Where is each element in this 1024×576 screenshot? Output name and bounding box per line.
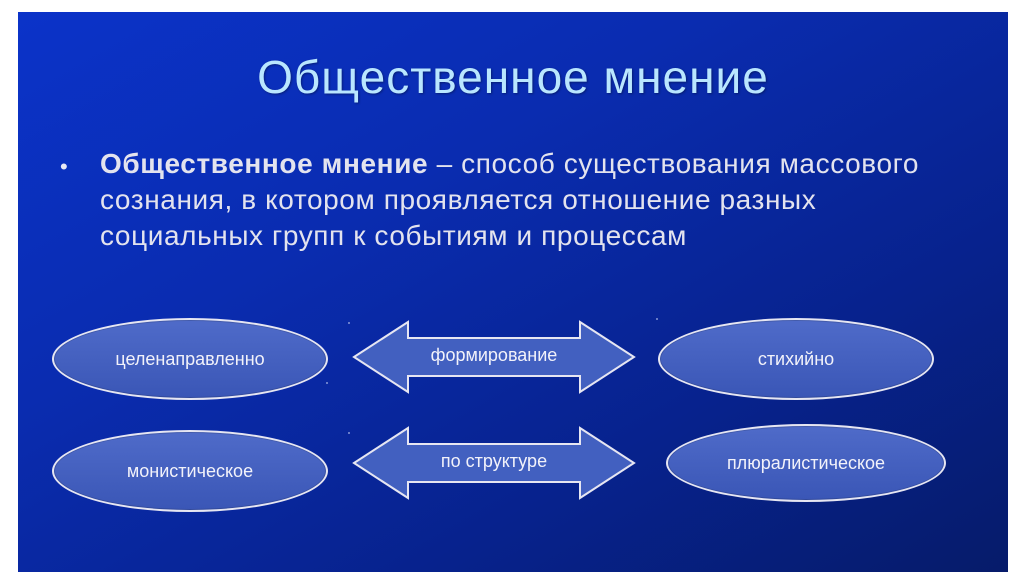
ellipse-pluralistic-label: плюралистическое — [726, 452, 886, 473]
ellipse-spontaneous — [658, 318, 934, 400]
speck — [348, 322, 350, 324]
speck — [656, 318, 658, 320]
definition-text — [100, 146, 940, 254]
slide-title: Общественное мнение — [257, 51, 769, 103]
slide — [18, 12, 1008, 572]
ellipse-monistic — [52, 430, 328, 512]
ellipse-monistic-label: монистическое — [126, 460, 254, 481]
ellipse-purposeful-label: целенаправленно — [115, 348, 265, 369]
arrow-structure-label: по структуре — [440, 451, 548, 471]
arrow-formation-label: формирование — [430, 345, 558, 365]
definition-term: Общественное мнение — [100, 148, 429, 179]
definition-body: – способ существования массового сознания, в котором проявляется отношение разных социальных групп к событиям и процессам — [100, 148, 919, 251]
bullet-dot-icon: • — [60, 154, 68, 179]
arrow-structure — [352, 426, 636, 500]
arrow-formation — [352, 320, 636, 394]
ellipse-purposeful — [52, 318, 328, 400]
ellipse-pluralistic — [666, 424, 946, 502]
speck — [326, 382, 328, 384]
speck — [348, 432, 350, 434]
ellipse-spontaneous-label: стихийно — [757, 348, 835, 369]
